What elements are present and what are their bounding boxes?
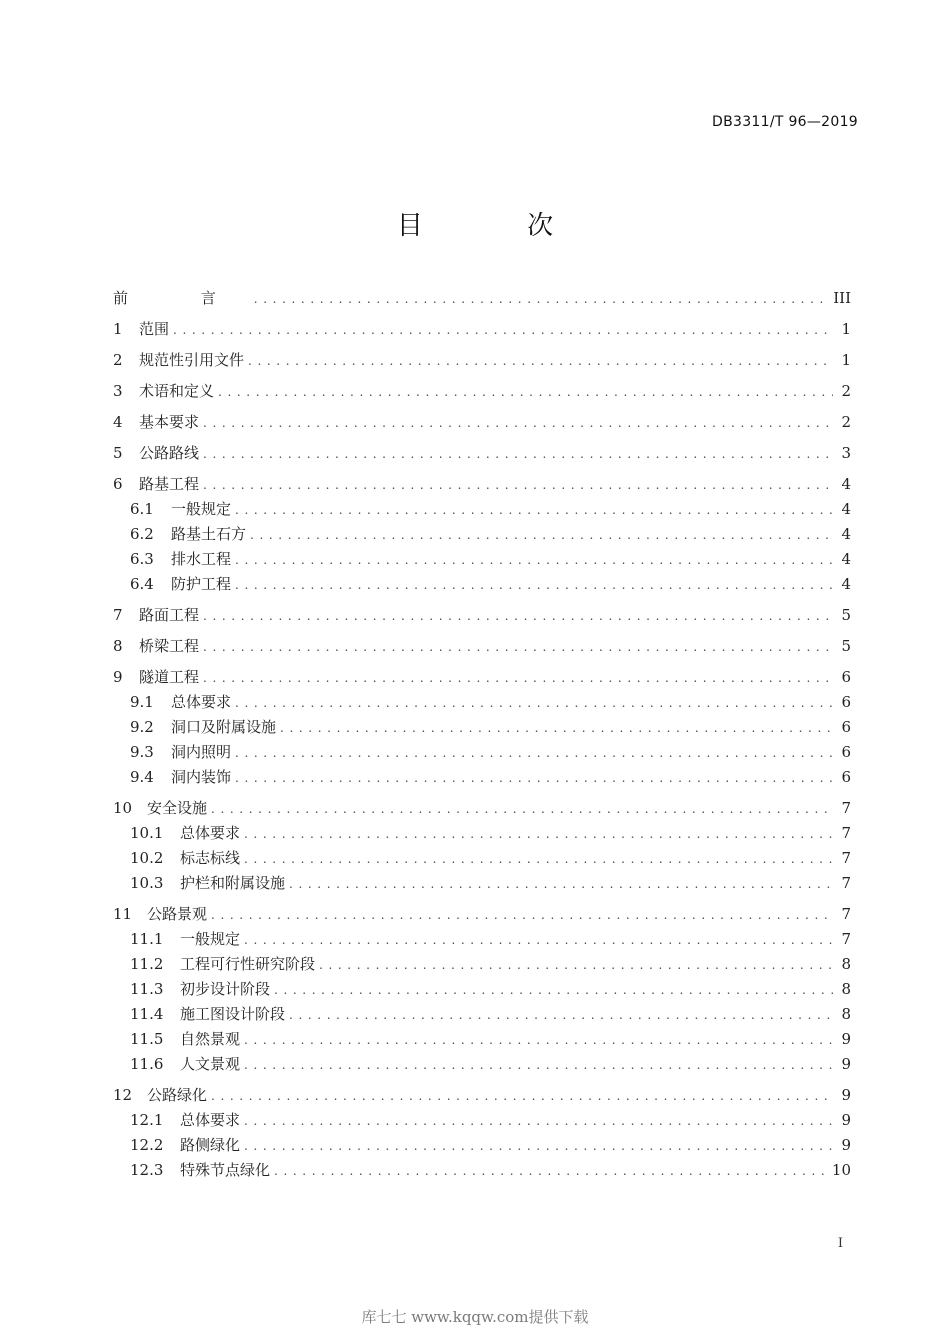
toc-leader-dots — [203, 411, 833, 436]
toc-leader-dots — [289, 872, 833, 897]
toc-entry[interactable] — [113, 1108, 851, 1133]
toc-entry[interactable] — [113, 1083, 851, 1108]
toc-entry-page: 6 — [841, 668, 851, 686]
toc-entry-page: 1 — [841, 351, 851, 369]
toc-leader-dots — [235, 498, 833, 523]
toc-leader-dots — [289, 1003, 833, 1028]
toc-entry-label: 洞内装饰 — [171, 768, 232, 786]
toc-entry[interactable] — [113, 821, 851, 846]
toc-entry-label: 初步设计阶段 — [180, 980, 271, 998]
toc-leader-dots — [274, 1159, 824, 1184]
toc-entry-label: 总体要求 — [180, 824, 241, 842]
toc-entry[interactable] — [113, 379, 851, 404]
toc-entry-number: 9.2 — [130, 718, 154, 736]
toc-entry-number: 9 — [113, 668, 123, 686]
toc-entry[interactable] — [113, 796, 851, 821]
page-number: I — [837, 1236, 843, 1251]
toc-entry[interactable] — [113, 472, 851, 497]
toc-entry-label: 洞内照明 — [171, 743, 232, 761]
toc-leader-dots — [244, 1028, 833, 1053]
toc-entry-number: 6.3 — [130, 550, 154, 568]
toc-entry-label: 路基土石方 — [171, 525, 247, 543]
toc-entry-label: 施工图设计阶段 — [180, 1005, 286, 1023]
toc-entry[interactable] — [113, 846, 851, 871]
toc-entry-number: 3 — [113, 382, 123, 400]
toc-entry-page: 5 — [841, 606, 851, 624]
toc-entry[interactable] — [113, 690, 851, 715]
toc-entry-number: 12.3 — [130, 1161, 164, 1179]
toc-entry-page: 10 — [831, 1161, 851, 1179]
toc-entry[interactable] — [113, 765, 851, 790]
toc-leader-dots — [203, 635, 833, 660]
watermark: 库七七 www.kqqw.com提供下载 — [361, 1308, 589, 1326]
toc-entry[interactable] — [113, 603, 851, 628]
toc-entry-label: 防护工程 — [171, 575, 232, 593]
toc-entry-number: 10.2 — [130, 849, 164, 867]
toc-entry-page: 3 — [841, 444, 851, 462]
toc-leader-dots — [218, 380, 833, 405]
toc-leader-dots — [250, 523, 833, 548]
toc-leader-dots — [211, 903, 833, 928]
toc-leader-dots — [203, 604, 833, 629]
toc-leader-dots — [244, 847, 833, 872]
document-code: DB3311/T 96—2019 — [712, 114, 858, 130]
toc-leader-dots — [248, 349, 833, 374]
toc-entry-label: 桥梁工程 — [139, 637, 200, 655]
toc-entry-number: 12.2 — [130, 1136, 164, 1154]
toc-entry-number: 4 — [113, 413, 123, 431]
toc-entry-page: 6 — [841, 768, 851, 786]
toc-entry-number: 11.1 — [130, 930, 164, 948]
toc-entry[interactable] — [113, 902, 851, 927]
toc-entry-number: 8 — [113, 637, 123, 655]
toc-entry-page: III — [833, 289, 851, 307]
toc-entry-page: 6 — [841, 693, 851, 711]
toc-leader-dots — [254, 287, 825, 312]
toc-entry-label: 一般规定 — [171, 500, 232, 518]
toc-leader-dots — [235, 573, 833, 598]
toc-entry-page: 9 — [841, 1030, 851, 1048]
toc-entry-number: 6.2 — [130, 525, 154, 543]
toc-entry[interactable] — [113, 927, 851, 952]
toc-entry-label: 基本要求 — [139, 413, 200, 431]
toc-entry[interactable] — [113, 1027, 851, 1052]
toc-entry-label: 工程可行性研究阶段 — [180, 955, 316, 973]
toc-entry-number: 9.3 — [130, 743, 154, 761]
toc-entry-label: 洞口及附属设施 — [171, 718, 277, 736]
toc-entry-label: 路侧绿化 — [180, 1136, 241, 1154]
toc-leader-dots — [244, 1134, 833, 1159]
toc-entry-number: 10 — [113, 799, 133, 817]
toc-entry-label: 路面工程 — [139, 606, 200, 624]
toc-entry-number: 6.4 — [130, 575, 154, 593]
toc-leader-dots — [274, 978, 833, 1003]
toc-entry[interactable] — [113, 522, 851, 547]
toc-entry-page: 7 — [841, 824, 851, 842]
toc-entry-page: 6 — [841, 743, 851, 761]
toc-leader-dots — [203, 442, 833, 467]
toc-leader-dots — [211, 1084, 833, 1109]
toc-entry-page: 5 — [841, 637, 851, 655]
toc-entry-number: 9.4 — [130, 768, 154, 786]
toc-entry-number: 11.2 — [130, 955, 164, 973]
toc-entry-number: 12 — [113, 1086, 133, 1104]
toc-leader-dots — [244, 928, 833, 953]
toc-entry-number: 10.1 — [130, 824, 164, 842]
toc-entry-page: 9 — [841, 1136, 851, 1154]
toc-entry-number: 12.1 — [130, 1111, 164, 1129]
toc-entry[interactable] — [113, 572, 851, 597]
toc-entry[interactable] — [113, 665, 851, 690]
toc-entry[interactable] — [113, 715, 851, 740]
toc-entry-number: 6 — [113, 475, 123, 493]
toc-entry[interactable] — [113, 1158, 851, 1183]
toc-entry-number: 11.6 — [130, 1055, 164, 1073]
toc-entry[interactable] — [113, 1052, 851, 1077]
toc-entry[interactable] — [113, 1133, 851, 1158]
toc-entry-label: 人文景观 — [180, 1055, 241, 1073]
toc-entry[interactable] — [113, 952, 851, 977]
toc-leader-dots — [244, 822, 833, 847]
toc-entry-label: 术语和定义 — [139, 382, 215, 400]
toc-entry-page: 9 — [841, 1086, 851, 1104]
toc-entry-page: 1 — [841, 320, 851, 338]
toc-entry[interactable] — [113, 348, 851, 373]
toc-entry-page: 4 — [841, 500, 851, 518]
toc-entry-number: 6.1 — [130, 500, 154, 518]
toc-entry-label: 公路绿化 — [147, 1086, 208, 1104]
toc-entry-number: 1 — [113, 320, 123, 338]
toc-entry-number: 7 — [113, 606, 123, 624]
toc-entry-page: 8 — [841, 955, 851, 973]
toc-leader-dots — [173, 318, 833, 343]
toc-entry-number: 5 — [113, 444, 123, 462]
toc-entry-number: 11.3 — [130, 980, 164, 998]
toc-entry-page: 8 — [841, 980, 851, 998]
toc-entry-page: 4 — [841, 525, 851, 543]
toc-entry-number: 11.5 — [130, 1030, 164, 1048]
toc-entry-page: 4 — [841, 550, 851, 568]
toc-leader-dots — [280, 716, 833, 741]
toc-entry-page: 8 — [841, 1005, 851, 1023]
toc-entry-label: 一般规定 — [180, 930, 241, 948]
toc-entry-number: 11 — [113, 905, 133, 923]
toc-leader-dots — [319, 953, 833, 978]
toc-entry-page: 9 — [841, 1055, 851, 1073]
toc-entry-label: 标志标线 — [180, 849, 241, 867]
toc-entry-label: 排水工程 — [171, 550, 232, 568]
toc-entry-page: 7 — [841, 799, 851, 817]
toc-leader-dots — [211, 797, 833, 822]
toc-entry-label: 总体要求 — [180, 1111, 241, 1129]
toc-entry[interactable] — [113, 977, 851, 1002]
toc-leader-dots — [203, 473, 833, 498]
toc-leader-dots — [203, 666, 833, 691]
toc-entry[interactable] — [113, 871, 851, 896]
toc-entry-page: 9 — [841, 1111, 851, 1129]
toc-entry-page: 7 — [841, 849, 851, 867]
toc-leader-dots — [244, 1053, 833, 1078]
toc-entry-label: 总体要求 — [171, 693, 232, 711]
toc-leader-dots — [235, 741, 833, 766]
toc-entry[interactable] — [113, 1002, 851, 1027]
toc-leader-dots — [235, 766, 833, 791]
toc-entry-label: 公路路线 — [139, 444, 200, 462]
toc-entry-page: 7 — [841, 905, 851, 923]
toc-entry[interactable] — [113, 497, 851, 522]
toc-entry-number: 11.4 — [130, 1005, 164, 1023]
toc-entry[interactable] — [113, 547, 851, 572]
toc-entry-number: 9.1 — [130, 693, 154, 711]
table-of-contents — [113, 286, 851, 1183]
toc-entry-label: 前 言 — [113, 289, 250, 307]
toc-leader-dots — [235, 548, 833, 573]
toc-entry[interactable] — [113, 441, 851, 466]
toc-leader-dots — [244, 1109, 833, 1134]
toc-entry-label: 护栏和附属设施 — [180, 874, 286, 892]
toc-entry-label: 隧道工程 — [139, 668, 200, 686]
toc-entry-page: 4 — [841, 475, 851, 493]
toc-entry-label: 自然景观 — [180, 1030, 241, 1048]
toc-entry-page: 6 — [841, 718, 851, 736]
toc-entry[interactable] — [113, 286, 851, 311]
toc-entry-page: 7 — [841, 930, 851, 948]
toc-entry-label: 规范性引用文件 — [139, 351, 245, 369]
toc-entry-page: 2 — [841, 413, 851, 431]
toc-entry-page: 7 — [841, 874, 851, 892]
toc-entry-label: 特殊节点绿化 — [180, 1161, 271, 1179]
toc-leader-dots — [235, 691, 833, 716]
toc-entry-label: 安全设施 — [147, 799, 208, 817]
toc-entry-number: 10.3 — [130, 874, 164, 892]
toc-entry-label: 公路景观 — [147, 905, 208, 923]
toc-entry-number: 2 — [113, 351, 123, 369]
toc-entry-page: 2 — [841, 382, 851, 400]
toc-entry-label: 范围 — [139, 320, 170, 338]
page-title: 目 次 — [396, 211, 602, 241]
toc-entry[interactable] — [113, 317, 851, 342]
toc-entry-page: 4 — [841, 575, 851, 593]
toc-entry[interactable] — [113, 410, 851, 435]
toc-entry[interactable] — [113, 634, 851, 659]
toc-entry-label: 路基工程 — [139, 475, 200, 493]
toc-entry[interactable] — [113, 740, 851, 765]
